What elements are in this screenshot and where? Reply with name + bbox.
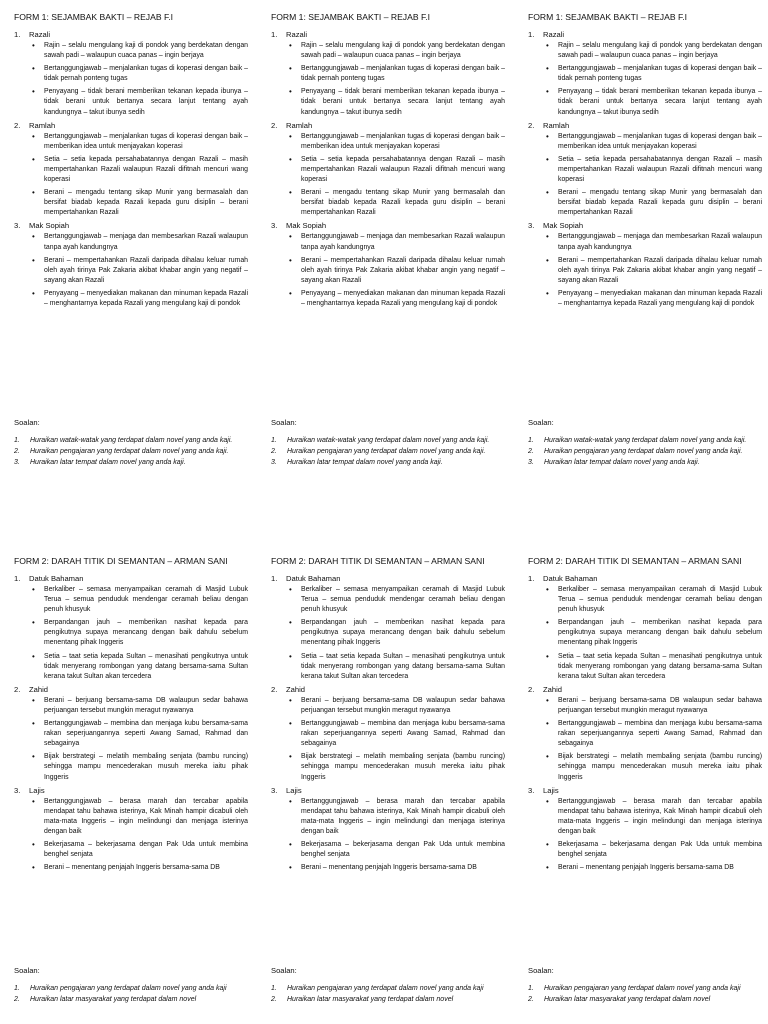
trait-item: • Bertanggungjawab – menjalankan tugas di koperasi dengan baik – memberikan idea untuk menjayakan koperasi bbox=[558, 132, 762, 152]
character-number: 3. bbox=[271, 221, 278, 231]
trait-list bbox=[14, 132, 248, 219]
question-number: 1. bbox=[528, 985, 534, 992]
character-number: 2. bbox=[528, 684, 535, 694]
trait-item: • Bertanggungjawab – membina dan menjaga kubu bersama-sama rakan seperjuangannya seperti Awang Samad, Rahmad dan sebagainya bbox=[301, 719, 505, 749]
trait-item: • Rajin – selalu mengulang kaji di pondok yang berdekatan dengan sawah padi – walaupun cuaca panas – ingin berjaya bbox=[558, 41, 762, 61]
form-title: FORM 1: SEJAMBAK BAKTI – REJAB F.I bbox=[14, 12, 174, 22]
trait-item: • Penyayang – menyediakan makanan dan minuman kepada Razali – menghantarnya kepada Razali yang mengulang kaji di pondok bbox=[44, 289, 248, 309]
character-heading bbox=[14, 121, 248, 131]
trait-item: • Bertanggungjawab – menjalankan tugas di koperasi dengan baik – tidak pernah ponteng tugas bbox=[44, 64, 248, 84]
character-name: Mak Sopiah bbox=[286, 221, 327, 231]
character-name: Datuk Bahaman bbox=[286, 574, 341, 583]
question-item bbox=[271, 447, 505, 457]
character-number: 3. bbox=[14, 221, 21, 231]
form1-block-right bbox=[528, 12, 762, 466]
trait-list bbox=[271, 232, 505, 309]
trait-list bbox=[528, 41, 762, 118]
question-text: Huraikan pengajaran yang terdapat dalam novel yang anda kaji. bbox=[544, 448, 743, 455]
trait-item: • Bijak berstrategi – melatih membaling senjata (bambu runcing) sehingga mampu mencederakan musuh mereka iaitu pihak Inggeris bbox=[558, 752, 762, 782]
character-number: 3. bbox=[271, 785, 278, 795]
character-heading bbox=[14, 574, 248, 584]
question-item bbox=[14, 447, 248, 457]
trait-item: • Bertanggungjawab – menjalankan tugas di koperasi dengan baik – memberikan idea untuk menjayakan koperasi bbox=[44, 132, 248, 152]
trait-item: • Bekerjasama – bekerjasama dengan Pak Uda untuk membina benghel senjata bbox=[301, 840, 505, 860]
form-title: FORM 2: DARAH TITIK DI SEMANTAN – ARMAN SANI bbox=[528, 556, 742, 566]
question-item bbox=[271, 984, 505, 994]
character-item bbox=[271, 221, 505, 309]
question-number: 2. bbox=[528, 448, 534, 455]
trait-item: • Bertanggungjawab – membina dan menjaga kubu bersama-sama rakan seperjuangannya seperti Awang Samad, Rahmad dan sebagainya bbox=[558, 719, 762, 749]
question-number: 2. bbox=[528, 996, 534, 1003]
question-item bbox=[528, 984, 762, 994]
question-text: Huraikan latar masyarakat yang terdapat dalam novel bbox=[30, 996, 197, 1003]
question-list bbox=[528, 436, 762, 468]
character-name: Mak Sopiah bbox=[29, 221, 70, 231]
trait-item: • Penyayang – tidak berani memberikan tekanan kepada ibunya – tidak berani untuk bertanya secara lanjut tentang ayah kandungnya – takut ibunya sedih bbox=[558, 87, 762, 117]
trait-item: • Berkaliber – semasa menyampaikan ceramah di Masjid Lubuk Terua – semua penduduk mendengar ceramah beliau dengan penuh khusyuk bbox=[558, 585, 762, 615]
soalan-label: Soalan: bbox=[14, 418, 40, 427]
trait-item: • Bijak berstrategi – melatih membaling senjata (bambu runcing) sehingga mampu mencederakan musuh mereka iaitu pihak Inggeris bbox=[301, 752, 505, 782]
question-item bbox=[528, 436, 762, 446]
trait-item: • Bertanggungjawab – berasa marah dan tercabar apabila mendapat tahu bahawa isterinya, Kak Minah hampir dicabuli oleh mata-mata Inggeris – ingin melindungi dan menjaga isterinya dengan baik bbox=[301, 797, 505, 837]
trait-item: • Bertanggungjawab – menjalankan tugas di koperasi dengan baik – tidak pernah ponteng tugas bbox=[301, 64, 505, 84]
soalan-label: Soalan: bbox=[14, 966, 40, 975]
character-item bbox=[271, 121, 505, 219]
question-list bbox=[271, 436, 505, 468]
trait-item: • Berani – menentang penjajah Inggeris bersama-sama DB bbox=[301, 863, 505, 873]
trait-item: • Berani – berjuang bersama-sama DB walaupun sedar bahawa perjuangan tersebut mungkin meragut nyawanya bbox=[301, 696, 505, 716]
question-item bbox=[528, 995, 762, 1005]
question-text: Huraikan watak-watak yang terdapat dalam novel yang anda kaji. bbox=[544, 437, 747, 444]
question-text: Huraikan latar tempat dalam novel yang anda kaji. bbox=[30, 459, 186, 466]
character-item bbox=[14, 574, 248, 682]
character-heading bbox=[271, 574, 505, 584]
soalan-section bbox=[14, 418, 248, 469]
trait-item: • Berpandangan jauh – memberikan nasihat kepada para pengikutnya supaya merancang dengan baik dahulu sebelum menentang pihak Inggeris bbox=[44, 618, 248, 648]
trait-item: • Berkaliber – semasa menyampaikan ceramah di Masjid Lubuk Terua – semua penduduk mendengar ceramah beliau dengan penuh khusyuk bbox=[301, 585, 505, 615]
form2-block-right bbox=[528, 556, 762, 1003]
trait-item: • Rajin – selalu mengulang kaji di pondok yang berdekatan dengan sawah padi – walaupun cuaca panas – ingin berjaya bbox=[301, 41, 505, 61]
trait-item: • Penyayang – menyediakan makanan dan minuman kepada Razali – menghantarnya kepada Razali yang mengulang kaji di pondok bbox=[558, 289, 762, 309]
character-name: Lajis bbox=[286, 785, 302, 795]
trait-item: • Berpandangan jauh – memberikan nasihat kepada para pengikutnya supaya merancang dengan baik dahulu sebelum menentang pihak Inggeris bbox=[301, 618, 505, 648]
character-name: Zahid bbox=[29, 684, 48, 694]
character-number: 1. bbox=[14, 574, 21, 583]
form2-block-middle bbox=[271, 556, 505, 1003]
character-list bbox=[14, 574, 248, 873]
trait-item: • Berani – berjuang bersama-sama DB walaupun sedar bahawa perjuangan tersebut mungkin meragut nyawanya bbox=[44, 696, 248, 716]
question-text: Huraikan latar tempat dalam novel yang anda kaji. bbox=[544, 459, 700, 466]
trait-list bbox=[271, 41, 505, 118]
trait-item: • Penyayang – menyediakan makanan dan minuman kepada Razali – menghantarnya kepada Razali yang mengulang kaji di pondok bbox=[301, 289, 505, 309]
trait-item: • Bertanggungjawab – berasa marah dan tercabar apabila mendapat tahu bahawa isterinya, Kak Minah hampir dicabuli oleh mata-mata Inggeris – ingin melindungi dan menjaga isterinya dengan baik bbox=[558, 797, 762, 837]
character-name: Mak Sopiah bbox=[543, 221, 584, 231]
character-item bbox=[14, 121, 248, 219]
question-list bbox=[14, 436, 248, 468]
question-item bbox=[528, 447, 762, 457]
trait-item: • Setia – setia kepada persahabatannya dengan Razali – masih mempertahankan Razali walaupun Razali difitnah mencuri wang koperasi bbox=[301, 155, 505, 185]
trait-item: • Berani – mempertahankan Razali daripada dihalau keluar rumah oleh ayah tirinya Pak Zakaria akibat khabar angin yang negatif – sayang akan Razali bbox=[301, 256, 505, 286]
character-name: Lajis bbox=[543, 785, 559, 795]
soalan-section bbox=[528, 418, 762, 469]
trait-item: • Berani – menentang penjajah Inggeris bersama-sama DB bbox=[558, 863, 762, 873]
trait-item: • Bertanggungjawab – menjalankan tugas di koperasi dengan baik – tidak pernah ponteng tugas bbox=[558, 64, 762, 84]
character-item bbox=[14, 786, 248, 874]
character-number: 3. bbox=[14, 785, 21, 795]
question-number: 1. bbox=[14, 437, 20, 444]
question-text: Huraikan watak-watak yang terdapat dalam novel yang anda kaji. bbox=[30, 437, 233, 444]
character-heading bbox=[528, 121, 762, 131]
character-number: 2. bbox=[271, 120, 278, 130]
character-heading bbox=[528, 786, 762, 796]
character-list bbox=[528, 574, 762, 873]
character-heading bbox=[528, 574, 762, 584]
question-item bbox=[14, 984, 248, 994]
character-name: Ramlah bbox=[29, 120, 56, 130]
question-item bbox=[528, 458, 762, 468]
character-heading bbox=[528, 685, 762, 695]
character-heading bbox=[271, 786, 505, 796]
question-number: 3. bbox=[14, 459, 20, 466]
trait-list bbox=[14, 232, 248, 309]
question-item bbox=[14, 995, 248, 1005]
character-number: 3. bbox=[528, 221, 535, 231]
soalan-label: Soalan: bbox=[271, 418, 297, 427]
character-name: Ramlah bbox=[286, 120, 313, 130]
character-name: Razali bbox=[286, 30, 308, 39]
character-name: Ramlah bbox=[543, 120, 570, 130]
trait-item: • Bijak berstrategi – melatih membaling senjata (bambu runcing) sehingga mampu mencederakan musuh mereka iaitu pihak Inggeris bbox=[44, 752, 248, 782]
character-item bbox=[528, 574, 762, 682]
character-heading bbox=[14, 221, 248, 231]
character-item bbox=[14, 685, 248, 783]
character-heading bbox=[271, 30, 505, 40]
question-text: Huraikan pengajaran yang terdapat dalam novel yang anda kaji. bbox=[30, 448, 229, 455]
trait-item: • Berani – mengadu tentang sikap Munir yang bermasalah dan bersifat biadab kepada Razali kepada guru disiplin – berani mempertahankan Razali bbox=[558, 188, 762, 218]
trait-item: • Bertanggungjawab – menjaga dan membesarkan Razali walaupun tanpa ayah kandungnya bbox=[558, 232, 762, 252]
question-item bbox=[271, 458, 505, 468]
character-item bbox=[271, 30, 505, 118]
character-number: 2. bbox=[528, 120, 535, 130]
character-number: 1. bbox=[271, 574, 278, 583]
character-heading bbox=[14, 786, 248, 796]
soalan-section bbox=[271, 418, 505, 469]
soalan-section bbox=[14, 966, 248, 1006]
trait-item: • Rajin – selalu mengulang kaji di pondok yang berdekatan dengan sawah padi – walaupun cuaca panas – ingin berjaya bbox=[44, 41, 248, 61]
trait-item: • Bertanggungjawab – menjalankan tugas di koperasi dengan baik – memberikan idea untuk menjayakan koperasi bbox=[301, 132, 505, 152]
trait-list bbox=[528, 797, 762, 874]
question-number: 3. bbox=[271, 459, 277, 466]
trait-list bbox=[271, 132, 505, 219]
trait-item: • Penyayang – tidak berani memberikan tekanan kepada ibunya – tidak berani untuk bertanya secara lanjut tentang ayah kandungnya – takut ibunya sedih bbox=[301, 87, 505, 117]
character-item bbox=[271, 685, 505, 783]
character-name: Razali bbox=[543, 30, 565, 39]
trait-list bbox=[528, 232, 762, 309]
form-title: FORM 2: DARAH TITIK DI SEMANTAN – ARMAN SANI bbox=[14, 556, 228, 566]
trait-item: • Bertanggungjawab – menjaga dan membesarkan Razali walaupun tanpa ayah kandungnya bbox=[44, 232, 248, 252]
trait-item: • Berani – mengadu tentang sikap Munir yang bermasalah dan bersifat biadab kepada Razali kepada guru disiplin – berani mempertahankan Razali bbox=[44, 188, 248, 218]
trait-list bbox=[528, 696, 762, 783]
trait-item: • Berani – mempertahankan Razali daripada dihalau keluar rumah oleh ayah tirinya Pak Zakaria akibat khabar angin yang negatif – sayang akan Razali bbox=[44, 256, 248, 286]
question-text: Huraikan latar masyarakat yang terdapat dalam novel bbox=[287, 996, 454, 1003]
trait-item: • Bertanggungjawab – menjaga dan membesarkan Razali walaupun tanpa ayah kandungnya bbox=[301, 232, 505, 252]
soalan-section bbox=[271, 966, 505, 1006]
question-text: Huraikan latar masyarakat yang terdapat dalam novel bbox=[544, 996, 711, 1003]
character-heading bbox=[528, 30, 762, 40]
character-heading bbox=[271, 121, 505, 131]
character-name: Datuk Bahaman bbox=[543, 574, 598, 583]
question-list bbox=[14, 984, 248, 1005]
form1-block-middle bbox=[271, 12, 505, 466]
question-text: Huraikan pengajaran yang terdapat dalam novel yang anda kaji bbox=[544, 985, 741, 992]
form-title: FORM 1: SEJAMBAK BAKTI – REJAB F.I bbox=[528, 12, 688, 22]
trait-list bbox=[528, 132, 762, 219]
character-heading bbox=[14, 685, 248, 695]
trait-item: • Berani – berjuang bersama-sama DB walaupun sedar bahawa perjuangan tersebut mungkin meragut nyawanya bbox=[558, 696, 762, 716]
character-list bbox=[14, 30, 248, 309]
character-number: 3. bbox=[528, 785, 535, 795]
trait-item: • Berpandangan jauh – memberikan nasihat kepada para pengikutnya supaya merancang dengan baik dahulu sebelum menentang pihak Inggeris bbox=[558, 618, 762, 648]
question-number: 3. bbox=[528, 459, 534, 466]
character-list bbox=[528, 30, 762, 309]
character-heading bbox=[271, 685, 505, 695]
trait-list bbox=[14, 696, 248, 783]
question-item bbox=[271, 995, 505, 1005]
question-item bbox=[14, 458, 248, 468]
character-number: 2. bbox=[271, 684, 278, 694]
trait-item: • Setia – taat setia kepada Sultan – menasihati pengikutnya untuk tidak menyerang rombongan yang datang bersama-sama Sultan kerana takut Sultan akan tercedera bbox=[558, 652, 762, 682]
trait-list bbox=[14, 41, 248, 118]
character-name: Zahid bbox=[543, 684, 562, 694]
question-item bbox=[14, 436, 248, 446]
trait-item: • Setia – taat setia kepada Sultan – menasihati pengikutnya untuk tidak menyerang rombongan yang datang bersama-sama Sultan kerana takut Sultan akan tercedera bbox=[301, 652, 505, 682]
character-item bbox=[14, 30, 248, 118]
trait-item: • Setia – setia kepada persahabatannya dengan Razali – masih mempertahankan Razali walaupun Razali difitnah mencuri wang koperasi bbox=[44, 155, 248, 185]
character-number: 1. bbox=[271, 30, 278, 39]
character-number: 2. bbox=[14, 684, 21, 694]
trait-list bbox=[271, 797, 505, 874]
form-title: FORM 2: DARAH TITIK DI SEMANTAN – ARMAN SANI bbox=[271, 556, 485, 566]
trait-item: • Berkaliber – semasa menyampaikan ceramah di Masjid Lubuk Terua – semua penduduk mendengar ceramah beliau dengan penuh khusyuk bbox=[44, 585, 248, 615]
character-item bbox=[14, 221, 248, 309]
trait-item: • Berani – mempertahankan Razali daripada dihalau keluar rumah oleh ayah tirinya Pak Zakaria akibat khabar angin yang negatif – sayang akan Razali bbox=[558, 256, 762, 286]
trait-item: • Berani – menentang penjajah Inggeris bersama-sama DB bbox=[44, 863, 248, 873]
character-item bbox=[528, 685, 762, 783]
soalan-label: Soalan: bbox=[528, 418, 554, 427]
question-text: Huraikan pengajaran yang terdapat dalam novel yang anda kaji. bbox=[287, 448, 486, 455]
character-heading bbox=[271, 221, 505, 231]
character-list bbox=[271, 574, 505, 873]
trait-item: • Berani – mengadu tentang sikap Munir yang bermasalah dan bersifat biadab kepada Razali kepada guru disiplin – berani mempertahankan Razali bbox=[301, 188, 505, 218]
trait-item: • Bekerjasama – bekerjasama dengan Pak Uda untuk membina benghel senjata bbox=[558, 840, 762, 860]
question-number: 1. bbox=[271, 437, 277, 444]
character-heading bbox=[528, 221, 762, 231]
question-number: 2. bbox=[14, 448, 20, 455]
question-text: Huraikan pengajaran yang terdapat dalam novel yang anda kaji bbox=[30, 985, 227, 992]
question-list bbox=[271, 984, 505, 1005]
question-text: Huraikan latar tempat dalam novel yang anda kaji. bbox=[287, 459, 443, 466]
trait-item: • Setia – taat setia kepada Sultan – menasihati pengikutnya untuk tidak menyerang rombongan yang datang bersama-sama Sultan kerana takut Sultan akan tercedera bbox=[44, 652, 248, 682]
character-number: 1. bbox=[14, 30, 21, 39]
character-number: 2. bbox=[14, 120, 21, 130]
character-number: 1. bbox=[528, 30, 535, 39]
question-list bbox=[528, 984, 762, 1005]
character-number: 1. bbox=[528, 574, 535, 583]
trait-list bbox=[528, 585, 762, 682]
question-number: 2. bbox=[14, 996, 20, 1003]
trait-item: • Setia – setia kepada persahabatannya dengan Razali – masih mempertahankan Razali walaupun Razali difitnah mencuri wang koperasi bbox=[558, 155, 762, 185]
character-item bbox=[528, 30, 762, 118]
character-name: Datuk Bahaman bbox=[29, 574, 84, 583]
trait-list bbox=[271, 585, 505, 682]
question-number: 1. bbox=[528, 437, 534, 444]
form-title: FORM 1: SEJAMBAK BAKTI – REJAB F.I bbox=[271, 12, 431, 22]
character-name: Zahid bbox=[286, 684, 305, 694]
trait-item: • Penyayang – tidak berani memberikan tekanan kepada ibunya – tidak berani untuk bertanya secara lanjut tentang ayah kandungnya – takut ibunya sedih bbox=[44, 87, 248, 117]
character-item bbox=[271, 786, 505, 874]
soalan-label: Soalan: bbox=[271, 966, 297, 975]
character-list bbox=[271, 30, 505, 309]
trait-list bbox=[271, 696, 505, 783]
form2-block-left bbox=[14, 556, 248, 1003]
trait-list bbox=[14, 797, 248, 874]
character-item bbox=[528, 121, 762, 219]
trait-item: • Bertanggungjawab – berasa marah dan tercabar apabila mendapat tahu bahawa isterinya, Kak Minah hampir dicabuli oleh mata-mata Inggeris – ingin melindungi dan menjaga isterinya dengan baik bbox=[44, 797, 248, 837]
character-item bbox=[528, 221, 762, 309]
question-number: 2. bbox=[271, 448, 277, 455]
trait-item: • Bekerjasama – bekerjasama dengan Pak Uda untuk membina benghel senjata bbox=[44, 840, 248, 860]
form1-block-left bbox=[14, 12, 248, 466]
question-text: Huraikan pengajaran yang terdapat dalam novel yang anda kaji bbox=[287, 985, 484, 992]
character-item bbox=[528, 786, 762, 874]
character-name: Razali bbox=[29, 30, 51, 39]
character-name: Lajis bbox=[29, 785, 45, 795]
question-number: 1. bbox=[271, 985, 277, 992]
trait-item: • Bertanggungjawab – membina dan menjaga kubu bersama-sama rakan seperjuangannya seperti Awang Samad, Rahmad dan sebagainya bbox=[44, 719, 248, 749]
character-heading bbox=[14, 30, 248, 40]
soalan-label: Soalan: bbox=[528, 966, 554, 975]
soalan-section bbox=[528, 966, 762, 1006]
question-number: 2. bbox=[271, 996, 277, 1003]
character-item bbox=[271, 574, 505, 682]
question-item bbox=[271, 436, 505, 446]
question-text: Huraikan watak-watak yang terdapat dalam novel yang anda kaji. bbox=[287, 437, 490, 444]
question-number: 1. bbox=[14, 985, 20, 992]
trait-list bbox=[14, 585, 248, 682]
